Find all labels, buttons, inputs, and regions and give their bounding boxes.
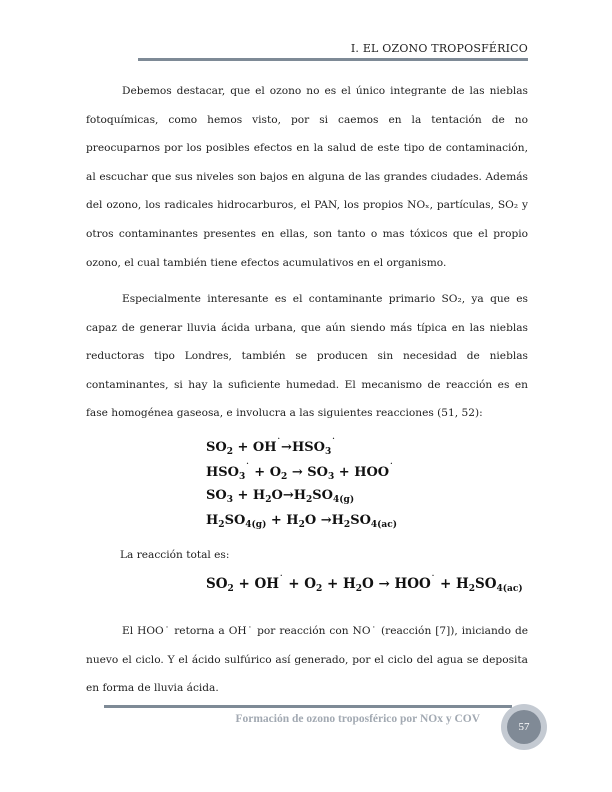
equation-term: H [331, 513, 344, 528]
equation-term: HOO [389, 576, 431, 592]
equation-1 [206, 438, 336, 457]
equation-subscript: 2 [265, 495, 272, 505]
equation-subscript: 2 [227, 584, 234, 594]
equation-subscript: 4(g) [245, 520, 267, 530]
equation-superscript: ˙ [279, 575, 284, 585]
paragraph-text: Especialmente interesante es el contaminante primario SO₂, ya que es capaz de generar lluvia ácida urbana, que aún siendo más típica en las nieblas reductoras tipo Londres, también se producen sin necesidad de nieblas contaminantes, si hay la suficiente humedad. El mecanismo de reacción es en fase homogénea gaseosa, e involucra a las siguientes reacciones (51, 52): [86, 293, 528, 420]
equation-term: H [293, 488, 307, 503]
equation-term: O [271, 488, 283, 503]
equation-term: + H [266, 513, 299, 528]
equation-term: SO [350, 513, 371, 528]
equation-4 [206, 513, 397, 530]
equation-term: + OH [233, 576, 280, 592]
equation-term: + OH [232, 440, 277, 455]
equation-term: + O [249, 465, 282, 480]
footer-title: Formación de ozono troposférico por NOx y COV [235, 713, 480, 725]
equation-subscript: 2 [218, 520, 225, 530]
equation-3 [206, 488, 354, 505]
equation-term: SO [224, 513, 246, 528]
equation-subscript: 4(ac) [496, 584, 523, 594]
equation-subscript: 2 [226, 447, 233, 457]
equation-term: HSO [206, 465, 239, 480]
equation-subscript: 2 [306, 495, 313, 505]
equation-subscript: 3 [239, 472, 246, 482]
paragraph-ozone-smog [86, 77, 528, 277]
equation-term: + HOO [334, 465, 390, 480]
equation-term: SO [206, 440, 227, 455]
paragraph-so2-acid-rain [86, 285, 528, 428]
equation-subscript: 2 [316, 584, 323, 594]
equation-superscript: ˙ [389, 463, 394, 473]
equation-subscript: 2 [298, 520, 305, 530]
header-divider [138, 58, 528, 61]
equation-superscript: ˙ [331, 438, 336, 448]
equation-subscript: 2 [281, 472, 288, 482]
equation-subscript: 3 [226, 495, 233, 505]
page-number: 57 [507, 710, 541, 744]
reaction-arrow: → [320, 513, 332, 528]
equation-term: SO [307, 465, 328, 480]
equation-term: SO [312, 488, 333, 503]
equation-total [206, 575, 523, 594]
chapter-header: I. EL OZONO TROPOSFÉRICO [350, 42, 528, 55]
equation-term: SO [206, 576, 228, 592]
footer-divider [104, 705, 512, 708]
reaction-arrow: → [282, 488, 294, 503]
reaction-arrow: → [287, 465, 308, 480]
equation-superscript: ˙ [276, 438, 282, 448]
equation-term: SO [206, 488, 227, 503]
paragraph-text: El HOO˙ retorna a OH˙ por reacción con NO˙ (reacción [7]), iniciando de nuevo el ciclo. Y el ácido sulfúrico así generado, por el ciclo del agua se deposita en forma de lluvia ácida. [86, 625, 528, 695]
reaction-arrow: → [378, 576, 390, 592]
equation-superscript: ˙ [430, 575, 436, 585]
equation-term: O [304, 513, 321, 528]
equation-term: O [362, 576, 379, 592]
equation-subscript: 4(g) [333, 495, 355, 505]
equation-term: + H [322, 576, 356, 592]
paragraph-hoo-cycle [86, 617, 528, 703]
equation-subscript: 2 [343, 520, 351, 530]
equation-superscript: ˙ [245, 463, 250, 473]
equation-term: + H [435, 576, 469, 592]
equation-term: SO [475, 576, 497, 592]
equation-subscript: 3 [327, 472, 335, 482]
equation-subscript: 2 [468, 584, 475, 594]
equation-subscript: 2 [355, 584, 362, 594]
equation-term: H [206, 513, 219, 528]
equation-subscript: 3 [324, 447, 332, 457]
equation-term: HSO [291, 440, 325, 455]
equation-term: + H [232, 488, 266, 503]
paragraph-text: Debemos destacar, que el ozono no es el único integrante de las nieblas fotoquímicas, como hemos visto, por si caemos en la tentación de no preocuparnos por los posibles efectos en la salud de este tipo de contaminación, al escuchar que sus niveles son bajos en alguna de las grandes ciudades. Además del ozono, los radicales hidrocarburos, el PAN, los propios NOₓ, partículas, SO₂ y otros contaminantes presentes en ellas, son tanto o mas tóxicos que el propio ozono, el cual también tiene efectos acumulativos en el organismo. [86, 85, 528, 269]
equation-subscript: 4(ac) [370, 520, 397, 530]
equation-2 [206, 463, 394, 482]
reaction-arrow: → [281, 440, 292, 455]
total-reaction-label: La reacción total es: [120, 549, 230, 561]
equation-term: + O [283, 576, 316, 592]
